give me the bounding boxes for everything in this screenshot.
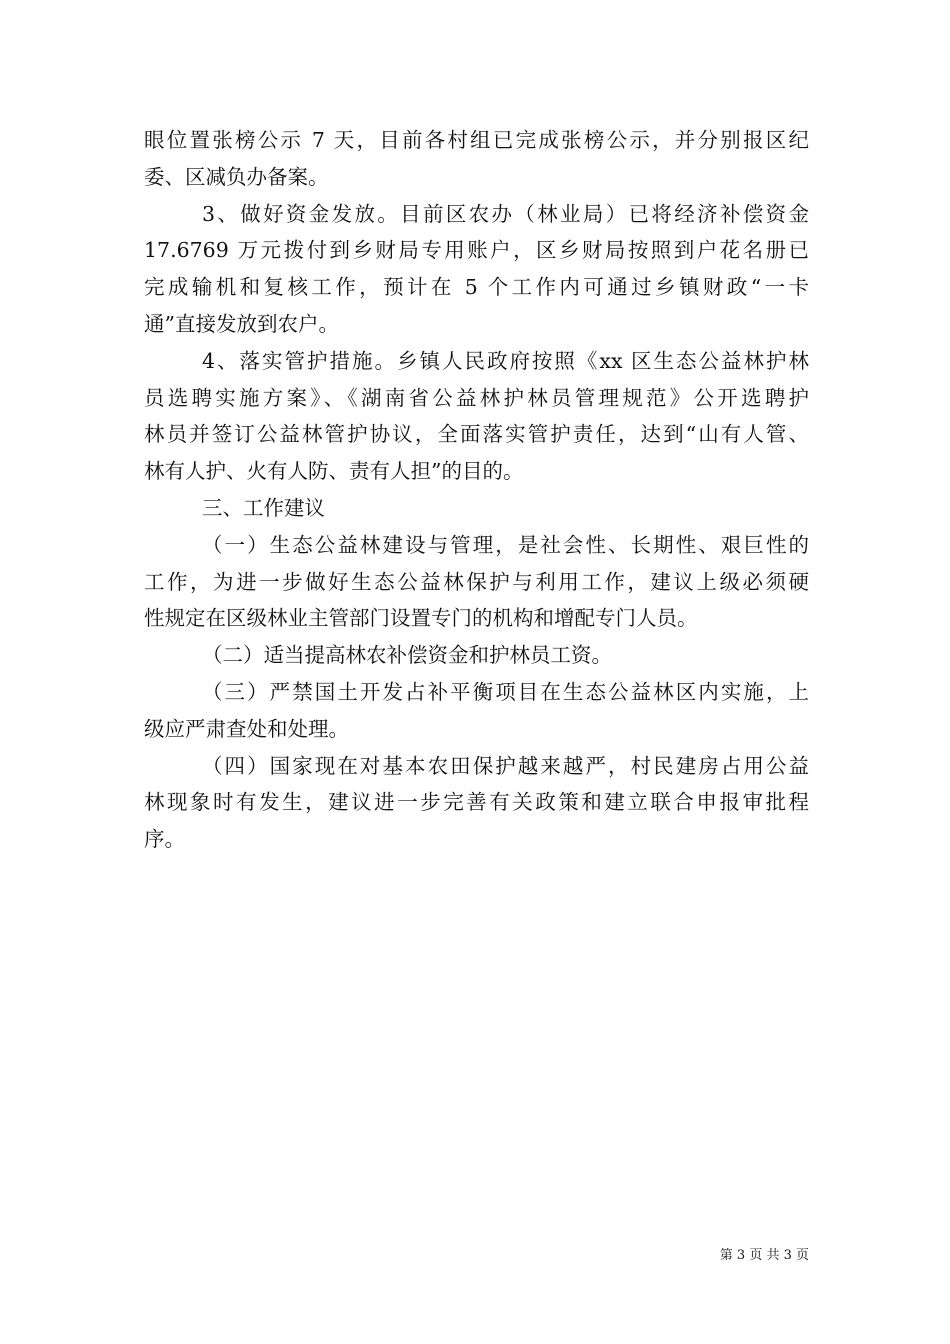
text-line: （三）严禁国土开发占补平衡项目在生态公益林区内实施，上	[202, 679, 809, 704]
text-line: （二）适当提高林农补偿资金和护林员工资。	[202, 643, 612, 668]
text-line: 眼位置张榜公示 7 天，目前各村组已完成张榜公示，并分别报区纪	[144, 128, 809, 152]
text-line: 4、落实管护措施。乡镇人民政府按照《xx 区生态公益林护林	[202, 348, 809, 373]
text-line: 17.6769 万元拨付到乡财局专用账户，区乡财局按照到户花名册已	[144, 238, 809, 263]
text-line: 完成输机和复核工作，预计在 5 个工作内可通过乡镇财政“一卡	[144, 275, 809, 300]
text-line: 级应严肃查处和处理。	[144, 716, 349, 741]
text-line: 3、做好资金发放。目前区农办（林业局）已将经济补偿资金	[202, 201, 809, 226]
text-line: 员选聘实施方案》、《湖南省公益林护林员管理规范》公开选聘护	[144, 385, 809, 410]
text-line: 委、区减负办备案。	[144, 164, 329, 189]
text-line: 序。	[144, 827, 185, 852]
document-body	[144, 122, 809, 858]
text-line: 工作，为进一步做好生态公益林保护与利用工作，建议上级必须硬	[144, 569, 809, 594]
section-heading: 三、工作建议	[202, 495, 325, 520]
text-line: 林员并签订公益林管护协议，全面落实管护责任，达到“山有人管、	[144, 422, 809, 447]
text-line: 林有人护、火有人防、责有人担”的目的。	[144, 459, 524, 484]
text-line: 通”直接发放到农户。	[144, 311, 339, 336]
text-line: 性规定在区级林业主管部门设置专门的机构和增配专门人员。	[144, 606, 698, 631]
text-line: （四）国家现在对基本农田保护越来越严，村民建房占用公益	[202, 753, 809, 778]
text-line: 林现象时有发生，建议进一步完善有关政策和建立联合申报审批程	[144, 790, 809, 815]
text-line: （一）生态公益林建设与管理，是社会性、长期性、艰巨性的	[202, 532, 809, 557]
page-number: 第 3 页 共 3 页	[719, 1248, 809, 1263]
